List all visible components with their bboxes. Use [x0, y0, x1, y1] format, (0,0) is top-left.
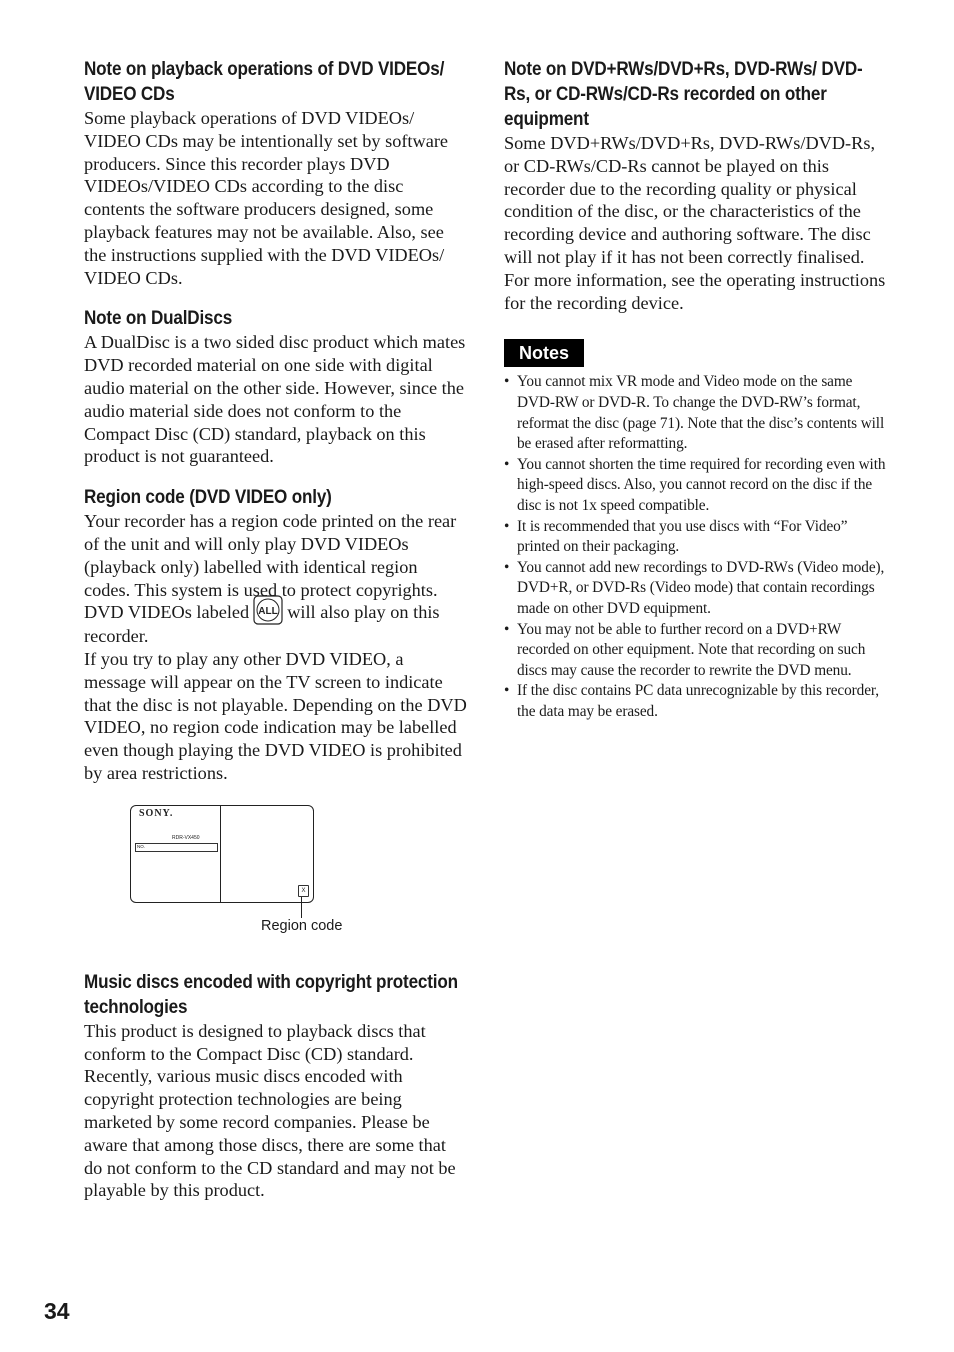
callout-line: [301, 897, 302, 918]
section-playback-operations: [84, 57, 468, 289]
page-number: 34: [44, 1298, 70, 1324]
right-column: [504, 57, 888, 722]
section-heading: Music discs encoded with copyright protection technologies: [84, 971, 458, 1018]
section-body: Some playback operations of DVD VIDEOs/ VIDEO CDs may be intentionally set by software producers. Since this recorder plays DVD VIDEOs/VIDEO CDs according to the disc contents the software producers designed, some playback features may not be available. Also, see the instructions supplied with the DVD VIDEOs/ VIDEO CDs.: [84, 108, 449, 288]
body-part-a: Your recorder has a region code printed on the rear of the unit and will only play DVD VIDEOs (playback only) labelled with identical region codes. This system is used to protect copyrights. DVD VIDEOs labeled: [84, 511, 457, 623]
list-item: • You cannot add new recordings to DVD-RWs (Video mode), DVD+R, or DVD-Rs (Video mode) that contain recordings made on other DVD equipment.: [504, 558, 888, 620]
section-copyright-protection: [84, 970, 468, 1202]
body-part-b: will also play on this recorder.: [84, 602, 440, 647]
rear-panel-diagram: [84, 805, 468, 945]
rear-panel: [130, 805, 314, 903]
section-heading: Note on DVD+RWs/DVD+Rs, DVD-RWs/ DVD-Rs, or CD-RWs/CD-Rs recorded on other equipment: [504, 59, 863, 130]
list-item: • If the disc contains PC data unrecognizable by this recorder, the data may be erased.: [504, 681, 888, 722]
section-dualdiscs: [84, 306, 468, 468]
section-body-continued: If you try to play any other DVD VIDEO, a message will appear on the TV screen to indicate that the disc is not playable. Depending on the DVD VIDEO, no region code indication may be labelled even though playing the DVD VIDEO is prohibited by area restrictions.: [84, 648, 467, 783]
brand-logo: SONY.: [139, 807, 174, 819]
region-code-label: Region code: [261, 917, 343, 934]
section-body: This product is designed to playback discs that conform to the Compact Disc (CD) standard. Recently, various music discs encoded with copyright protection technologies are being marketed by some record companies. Please be aware that among those discs, there are some that do not conform to the CD standard and may not be playable by this product.: [84, 1020, 456, 1201]
section-body: Some DVD+RWs/DVD+Rs, DVD-RWs/DVD-Rs, or CD-RWs/CD-Rs cannot be played on this recorder due to the recording quality or physical condition of the disc, or the characteristics of the recording device and authoring software. The disc will not play if it has not been correctly finalised. For more information, see the operating instructions for the recording device.: [504, 133, 886, 313]
logo-text: ALL: [258, 606, 278, 618]
section-heading: Note on DualDiscs: [84, 308, 233, 330]
region-all-logo-icon: [253, 595, 283, 625]
section-heading: Note on playback operations of DVD VIDEOs/ VIDEO CDs: [84, 59, 445, 105]
list-item: • It is recommended that you use discs with “For Video” printed on their packaging.: [504, 517, 888, 558]
rating-prefix: NO.: [137, 843, 146, 849]
region-code-mark: X: [298, 885, 309, 897]
section-body: A DualDisc is a two sided disc product which mates DVD recorded material on one side with digital audio material on the other side. However, since the audio material side does not conform to the Compact Disc (CD) standard, playback on this product is not guaranteed.: [84, 332, 466, 467]
list-item: • You cannot mix VR mode and Video mode on the same DVD-RW or DVD-R. To change the DVD-RW’s format, reformat the disc (page 71). Note that the disc’s contents will be erased after reformatting.: [504, 372, 888, 454]
left-column: [84, 57, 468, 1202]
notes-badge: Notes: [504, 339, 584, 367]
section-other-equipment: [504, 57, 888, 314]
list-item: • You may not be able to further record on a DVD+RW recorded on other equipment. Note that recording on such discs may cause the recorder to rewrite the DVD menu.: [504, 620, 888, 682]
section-region-code: [84, 485, 468, 785]
list-item: • You cannot shorten the time required for recording even with high-speed discs. Also, you cannot record on the disc if the disc is not 1x speed compatible.: [504, 455, 888, 517]
panel-divider: [220, 806, 221, 902]
notes-list: [504, 372, 888, 722]
rating-label-box: [135, 843, 218, 852]
section-heading: Region code (DVD VIDEO only): [84, 487, 332, 509]
model-number: RDR-VX450: [172, 834, 200, 841]
section-body: [84, 510, 468, 648]
